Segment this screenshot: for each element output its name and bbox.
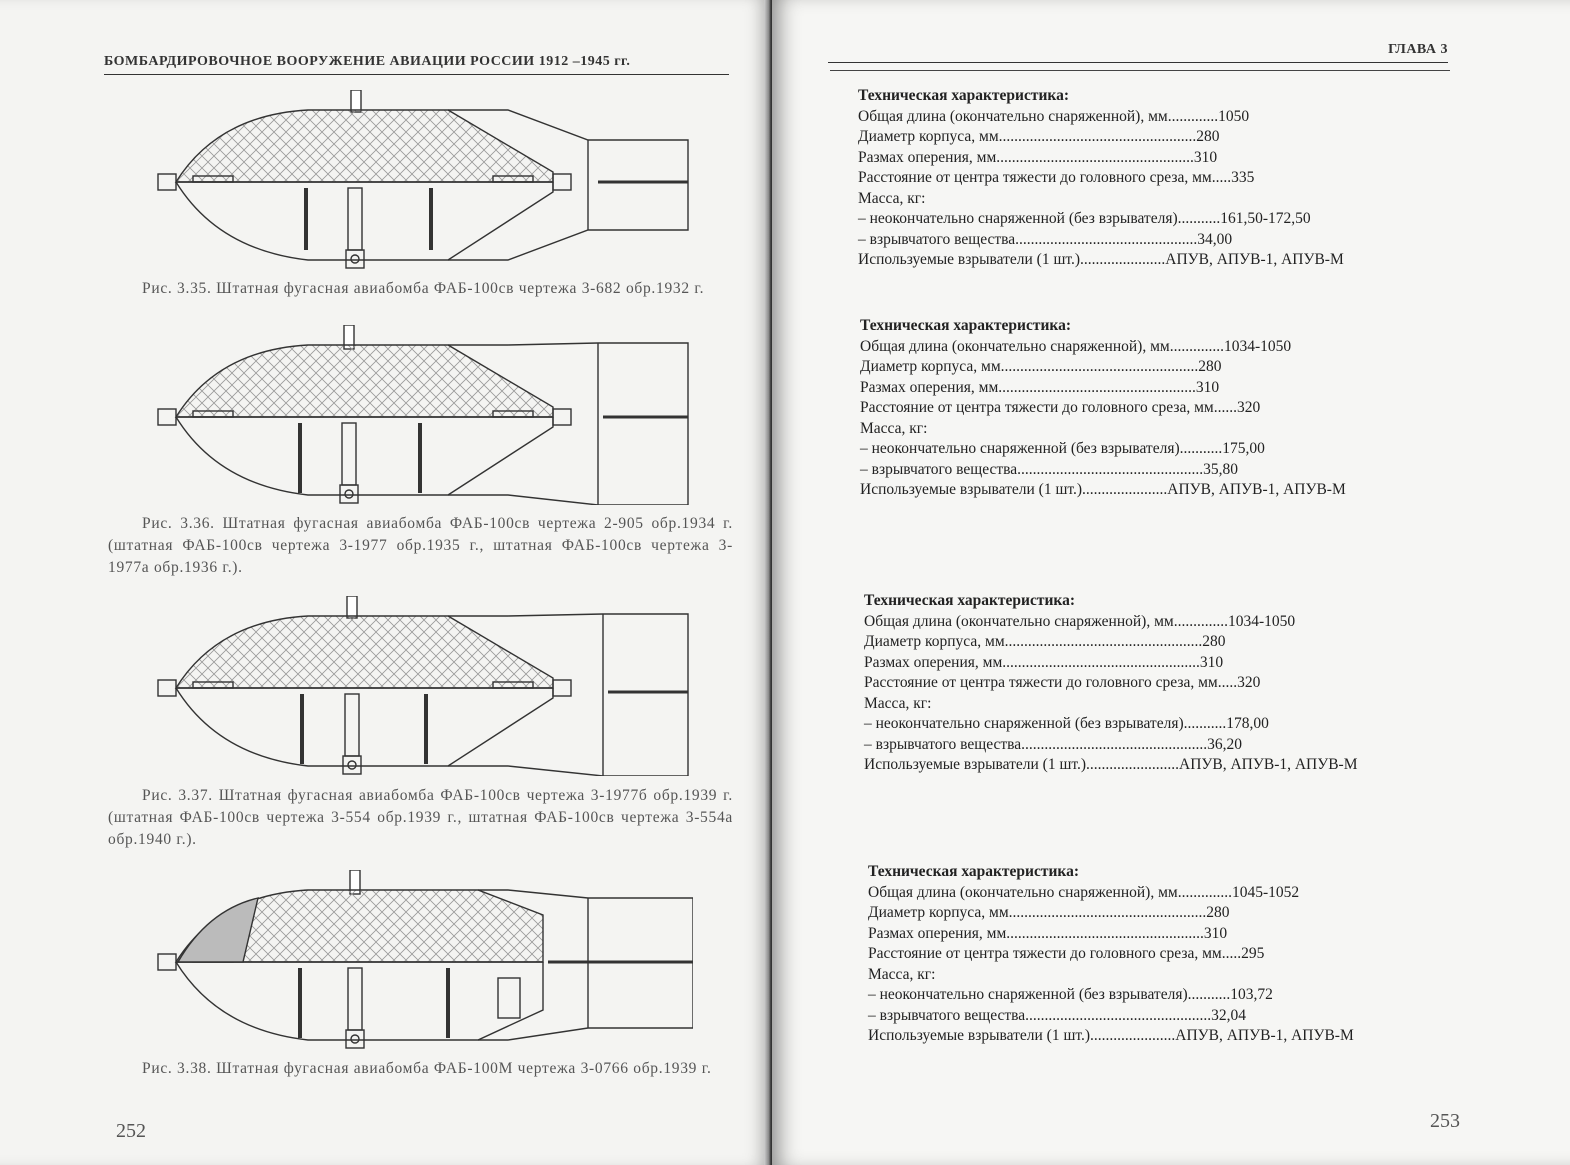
right-running-head: ГЛАВА 3: [828, 42, 1448, 63]
bomb-drawing-fig-3-35: [148, 90, 693, 270]
spec-line: Масса, кг:: [864, 694, 932, 712]
left-page: [0, 0, 768, 1165]
bomb-drawing-fig-3-38: [148, 870, 693, 1050]
spec-title: Техническая характеристика:: [858, 87, 1069, 104]
spec-line: Диаметр корпуса, мм...................................................280: [860, 358, 1222, 375]
bomb-drawing-fig-3-37: [148, 596, 693, 776]
spec-line: Общая длина (окончательно снаряженной), мм..............1034-1050: [864, 612, 1296, 630]
bomb-drawing: [148, 325, 693, 505]
page-number-left: 252: [116, 1120, 146, 1142]
spec-line: – неокончательно снаряженной (без взрывателя)...........103,72: [868, 986, 1273, 1003]
spec-line: Масса, кг:: [868, 965, 936, 983]
spec-block-3: [864, 591, 1464, 776]
figure-caption-3-35: Рис. 3.35. Штатная фугасная авиабомба ФАБ-100св чертежа 3-682 обр.1932 г.: [142, 280, 705, 297]
spec-line: – взрывчатого вещества...............................................34,00: [858, 230, 1233, 248]
spec-line: Диаметр корпуса, мм...................................................280: [858, 128, 1220, 145]
spec-line: Диаметр корпуса, мм...................................................280: [868, 904, 1230, 921]
header-rule: [830, 70, 1450, 71]
spec-line: Расстояние от центра тяжести до головного среза, мм.....295: [868, 945, 1265, 962]
bomb-drawing-fig-3-36: [148, 325, 693, 505]
spec-line: Размах оперения, мм...................................................310: [868, 924, 1228, 942]
spec-line: Используемые взрыватели (1 шт.)......................АПУВ, АПУВ-1, АПУВ-М: [868, 1027, 1354, 1044]
spec-block-4: [868, 862, 1468, 1047]
left-running-head: БОМБАРДИРОВОЧНОЕ ВООРУЖЕНИЕ АВИАЦИИ РОССИИ 1912 –1945 гг.: [104, 54, 729, 75]
spec-line: Размах оперения, мм...................................................310: [864, 653, 1224, 671]
spec-line: Размах оперения, мм...................................................310: [858, 148, 1218, 166]
spec-line: – неокончательно снаряженной (без взрывателя)...........161,50-172,50: [858, 210, 1311, 227]
spec-line: Масса, кг:: [858, 189, 926, 207]
spec-line: – взрывчатого вещества................................................35,80: [860, 460, 1238, 478]
spec-line: – взрывчатого вещества................................................32,04: [868, 1006, 1246, 1024]
spec-line: Размах оперения, мм...................................................310: [860, 378, 1220, 396]
spec-line: Используемые взрыватели (1 шт.)........................АПУВ, АПУВ-1, АПУВ-М: [864, 756, 1358, 773]
spec-title: Техническая характеристика:: [860, 317, 1071, 334]
spec-line: Используемые взрыватели (1 шт.)......................АПУВ, АПУВ-1, АПУВ-М: [858, 251, 1344, 268]
bomb-drawing: [148, 596, 693, 776]
spec-line: – взрывчатого вещества................................................36,20: [864, 735, 1242, 753]
figure-caption-3-36: Рис. 3.36. Штатная фугасная авиабомба ФАБ-100св чертежа 2-905 обр.1934 г. (штатная ФАБ-100св чертежа 3-1977 обр.1935 г., штатная ФАБ-100св чертежа 3-1977а обр.1936 г.).: [108, 515, 733, 576]
spec-line: – неокончательно снаряженной (без взрывателя)...........178,00: [864, 715, 1269, 732]
spec-line: Расстояние от центра тяжести до головного среза, мм.....320: [864, 674, 1261, 691]
bomb-drawing: [148, 90, 693, 270]
spec-line: Общая длина (окончательно снаряженной), мм.............1050: [858, 107, 1250, 125]
spec-title: Техническая характеристика:: [868, 863, 1079, 880]
spec-line: Используемые взрыватели (1 шт.)......................АПУВ, АПУВ-1, АПУВ-М: [860, 481, 1346, 498]
figure-caption-3-38: Рис. 3.38. Штатная фугасная авиабомба ФАБ-100М чертежа 3-0766 обр.1939 г.: [142, 1060, 712, 1077]
spec-line: – неокончательно снаряженной (без взрывателя)...........175,00: [860, 440, 1265, 457]
spec-title: Техническая характеристика:: [864, 592, 1075, 609]
bomb-drawing: [148, 870, 693, 1050]
spec-line: Общая длина (окончательно снаряженной), мм..............1045-1052: [868, 883, 1300, 901]
spec-line: Диаметр корпуса, мм...................................................280: [864, 633, 1226, 650]
figure-caption-3-37: Рис. 3.37. Штатная фугасная авиабомба ФАБ-100св чертежа 3-1977б обр.1939 г. (штатная ФАБ-100св чертежа 3-554 обр.1939 г., штатная ФАБ-100св чертежа 3-554а обр.1940 г.).: [108, 787, 733, 848]
spec-line: Расстояние от центра тяжести до головного среза, мм......320: [860, 399, 1261, 416]
spec-line: Расстояние от центра тяжести до головного среза, мм.....335: [858, 169, 1255, 186]
spec-block-1: [858, 86, 1458, 271]
spec-line: Масса, кг:: [860, 419, 928, 437]
spec-block-2: [860, 316, 1460, 501]
spec-line: Общая длина (окончательно снаряженной), мм..............1034-1050: [860, 337, 1292, 355]
page-number-right: 253: [1430, 1110, 1460, 1132]
